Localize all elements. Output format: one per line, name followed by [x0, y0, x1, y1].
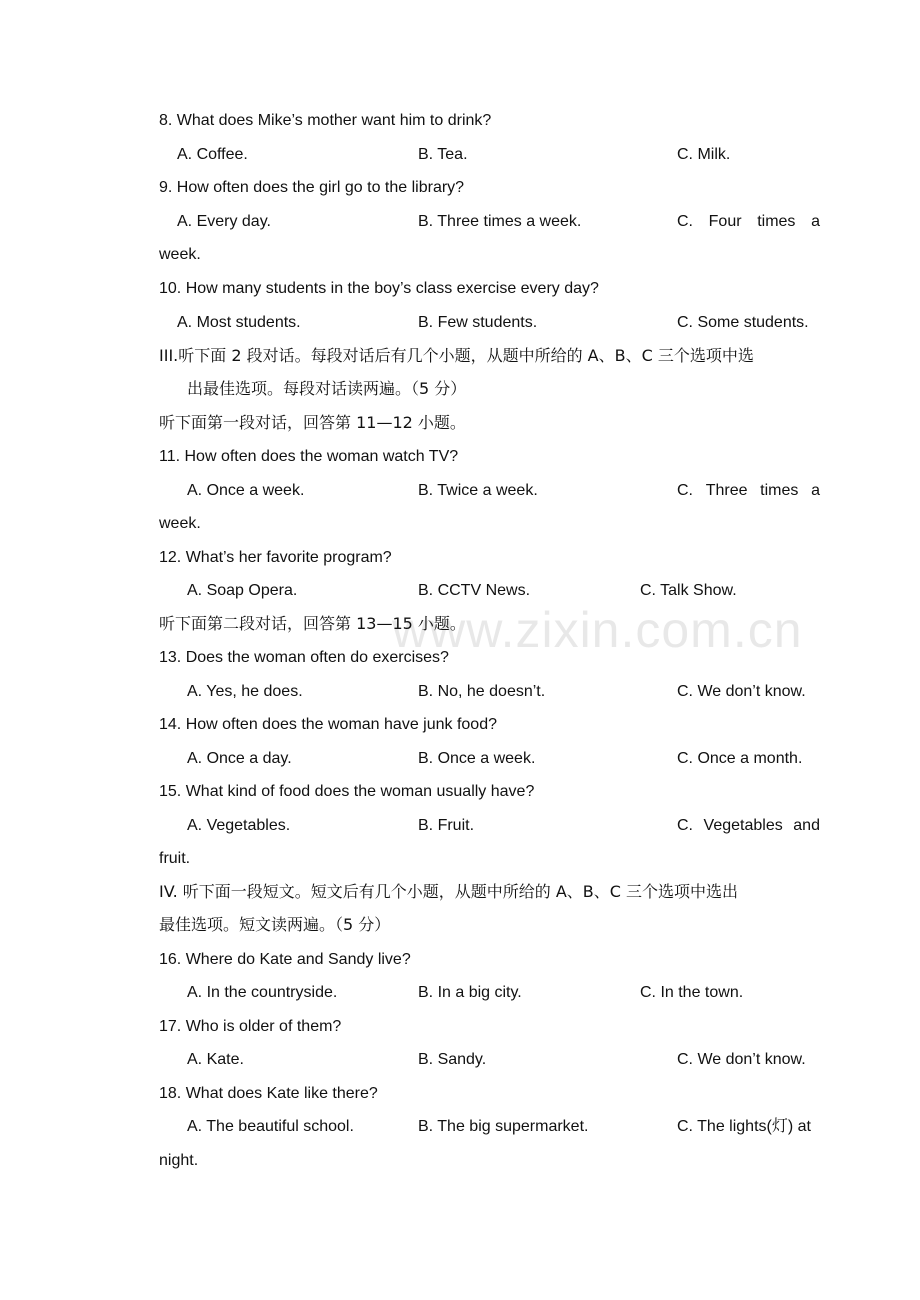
question-10-option-b: B. Few students.	[418, 314, 538, 331]
question-11-option-c-continued: week.	[159, 515, 201, 532]
question-14-option-a: A. Once a day.	[187, 750, 292, 767]
question-8-stem: 8. What does Mike’s mother want him to drink?	[159, 112, 492, 129]
question-9-stem: 9. How often does the girl go to the library?	[159, 179, 465, 196]
question-18-option-a: A. The beautiful school.	[187, 1118, 354, 1135]
question-15-option-c-continued: fruit.	[159, 850, 191, 867]
option-c-word: Three	[705, 482, 748, 499]
question-16-option-a: A. In the countryside.	[187, 984, 338, 1001]
question-16-stem: 16. Where do Kate and Sandy live?	[159, 951, 411, 968]
question-17-option-c: C. We don’t know.	[677, 1051, 806, 1068]
question-11-option-b: B. Twice a week.	[418, 482, 538, 499]
option-c-word: a	[811, 482, 820, 499]
question-8-option-a: A. Coffee.	[177, 146, 248, 163]
question-13-stem: 13. Does the woman often do exercises?	[159, 649, 449, 666]
dialog-1-instruction: 听下面第一段对话，回答第 11—12 小题。	[159, 413, 466, 432]
watermark: www.zixin.com.cn	[392, 602, 803, 658]
question-13-option-b: B. No, he doesn’t.	[418, 683, 546, 700]
question-11-option-a: A. Once a week.	[187, 482, 305, 499]
question-8-option-c: C. Milk.	[677, 146, 731, 163]
dialog-2-instruction: 听下面第二段对话，回答第 13—15 小题。	[159, 614, 466, 633]
section-3-instruction-line2: 出最佳选项。每段对话读两遍。（5 分）	[187, 379, 467, 398]
question-14-option-c: C. Once a month.	[677, 750, 803, 767]
option-c-word: times	[757, 213, 796, 230]
question-16-option-b: B. In a big city.	[418, 984, 522, 1001]
option-c-word: C.	[677, 817, 693, 834]
section-3-instruction-line1: III.听下面 2 段对话。每段对话后有几个小题，从题中所给的 A、B、C 三个选项中选	[159, 346, 754, 365]
option-c-word: C.	[677, 213, 693, 230]
question-11-option-c	[677, 481, 820, 501]
question-18-option-b: B. The big supermarket.	[418, 1118, 589, 1135]
question-12-stem: 12. What’s her favorite program?	[159, 549, 392, 566]
question-14-stem: 14. How often does the woman have junk food?	[159, 716, 497, 733]
option-c-word: C.	[677, 482, 693, 499]
question-9-option-b: B. Three times a week.	[418, 213, 582, 230]
question-11-stem: 11. How often does the woman watch TV?	[159, 448, 459, 465]
question-8-option-b: B. Tea.	[418, 146, 468, 163]
section-4-instruction-line2: 最佳选项。短文读两遍。（5 分）	[159, 915, 391, 934]
question-14-option-b: B. Once a week.	[418, 750, 536, 767]
option-c-word: and	[793, 817, 820, 834]
question-15-option-b: B. Fruit.	[418, 817, 475, 834]
question-10-option-a: A. Most students.	[177, 314, 301, 331]
question-15-option-c	[677, 816, 820, 836]
option-c-word: Four	[708, 213, 742, 230]
option-c-word: a	[811, 213, 820, 230]
question-17-option-b: B. Sandy.	[418, 1051, 487, 1068]
question-18-option-c: C. The lights(灯) at	[677, 1118, 811, 1135]
question-12-option-c: C. Talk Show.	[640, 582, 737, 599]
question-9-option-a: A. Every day.	[177, 213, 271, 230]
question-10-option-c: C. Some students.	[677, 314, 809, 331]
question-12-option-b: B. CCTV News.	[418, 582, 531, 599]
option-c-word: Vegetables	[703, 817, 783, 834]
question-17-option-a: A. Kate.	[187, 1051, 244, 1068]
question-12-option-a: A. Soap Opera.	[187, 582, 298, 599]
question-9-option-c-continued: week.	[159, 246, 201, 263]
question-18-option-c-continued: night.	[159, 1152, 199, 1169]
question-13-option-c: C. We don’t know.	[677, 683, 806, 700]
question-9-option-c	[677, 212, 820, 232]
question-15-option-a: A. Vegetables.	[187, 817, 291, 834]
question-18-stem: 18. What does Kate like there?	[159, 1085, 378, 1102]
option-c-word: times	[760, 482, 799, 499]
question-17-stem: 17. Who is older of them?	[159, 1018, 342, 1035]
question-13-option-a: A. Yes, he does.	[187, 683, 303, 700]
question-16-option-c: C. In the town.	[640, 984, 744, 1001]
question-15-stem: 15. What kind of food does the woman usually have?	[159, 783, 535, 800]
question-10-stem: 10. How many students in the boy’s class exercise every day?	[159, 280, 599, 297]
section-4-instruction-line1: IV. 听下面一段短文。短文后有几个小题，从题中所给的 A、B、C 三个选项中选出	[159, 882, 739, 901]
